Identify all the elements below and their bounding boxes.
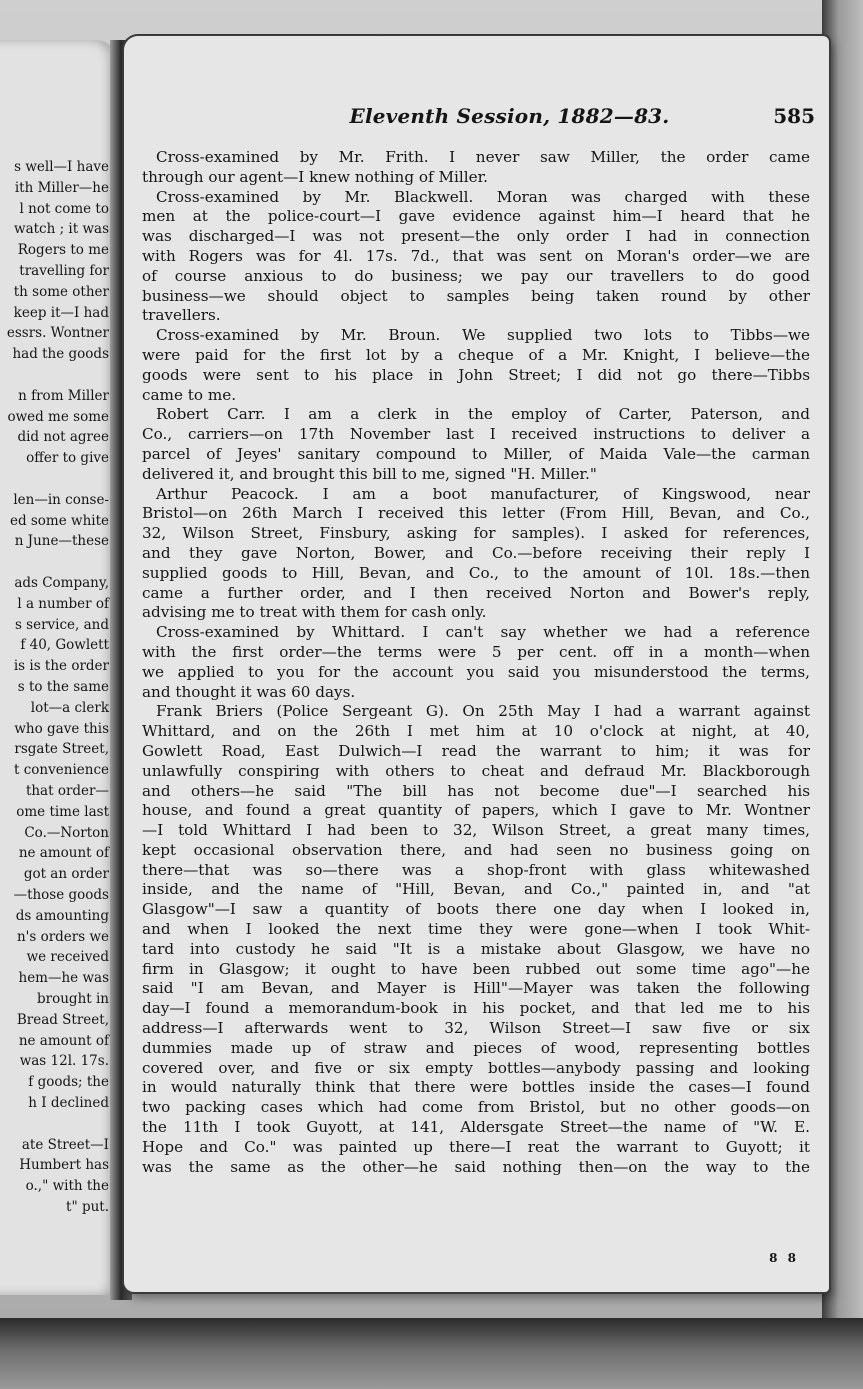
- body-line: tard into custody he said "It is a mistake about Glasgow, we have no: [142, 939, 810, 958]
- left-page-line: rsgate Street,: [14, 741, 109, 758]
- body-line: in would naturally think that there were bottles inside the cases—I found: [142, 1078, 810, 1097]
- left-page-line: who gave this: [14, 720, 109, 737]
- body-line: goods were sent to his place in John Street; I did not go there—Tibbs: [142, 365, 810, 384]
- left-page-line: was 12l. 17s.: [19, 1053, 109, 1070]
- left-page-line: t" put.: [66, 1199, 109, 1215]
- left-page-line: had the goods: [12, 346, 109, 363]
- body-line: through our agent—I knew nothing of Miller.: [142, 167, 488, 186]
- body-line: and others—he said "The bill has not become due"—I searched his: [142, 781, 810, 800]
- left-page-line: ne amount of: [18, 1032, 109, 1049]
- left-page-line: h I declined: [28, 1095, 109, 1111]
- right-page: [124, 36, 829, 1292]
- body-line: and when I looked the next time they were gone—when I took Whit-: [142, 920, 810, 939]
- signature-mark: 8 8: [769, 1251, 799, 1265]
- running-title: Eleventh Session, 1882—83.: [349, 104, 670, 128]
- left-page-line: got an order: [23, 866, 109, 883]
- left-page-line: n's orders we: [16, 928, 109, 945]
- left-page-line: s to the same: [17, 679, 109, 695]
- left-page-line: Humbert has: [19, 1157, 109, 1174]
- body-line: and thought it was 60 days.: [142, 682, 356, 701]
- body-line: Cross-examined by Mr. Blackwell. Moran was charged with these: [156, 187, 810, 206]
- body-line: came a further order, and I then received Norton and Bower's reply,: [142, 583, 810, 602]
- body-line: of course anxious to do business; we pay our travellers to do good: [142, 266, 810, 285]
- body-line: Bristol—on 26th March I received this letter (From Hill, Bevan, and Co.,: [142, 504, 810, 523]
- body-line: Cross-examined by Whittard. I can't say whether we had a reference: [156, 623, 810, 642]
- body-line: business—we should object to samples being taken round by other: [142, 286, 810, 305]
- left-page-line: s well—I have: [14, 159, 109, 175]
- left-page-line: hem—he was: [18, 970, 109, 987]
- body-line: came to me.: [142, 385, 237, 404]
- body-line: inside, and the name of "Hill, Bevan, and Co.," painted in, and "at: [142, 880, 810, 899]
- left-page-line: owed me some: [7, 408, 109, 425]
- body-line: said "I am Bevan, and Mayer is Hill"—Mayer was taken the following: [142, 979, 810, 998]
- left-page-line: ome time last: [16, 803, 109, 820]
- left-page-line: len—in conse-: [13, 491, 109, 508]
- body-line: Hope and Co." was painted up there—I reat the warrant to Guyott; it: [142, 1137, 810, 1156]
- left-page-line: offer to give: [26, 450, 109, 467]
- page-number: 585: [773, 104, 815, 128]
- body-line: Co., carriers—on 17th November last I received instructions to deliver a: [142, 425, 810, 444]
- body-line: with Rogers was for 4l. 17s. 7d., that was sent on Moran's order—we are: [142, 246, 810, 265]
- left-page-line: Rogers to me: [17, 242, 109, 259]
- body-line: Gowlett Road, East Dulwich—I read the warrant to him; it was for: [142, 741, 810, 760]
- body-line: day—I found a memorandum-book in his pocket, and that led me to his: [142, 999, 810, 1018]
- body-line: men at the police-court—I gave evidence against him—I heard that he: [142, 207, 810, 226]
- left-page-line: n June—these: [14, 533, 109, 550]
- body-text: [142, 148, 810, 1177]
- left-page-line: keep it—I had: [13, 304, 109, 321]
- body-line: Robert Carr. I am a clerk in the employ of Carter, Paterson, and: [156, 405, 810, 424]
- left-page-line: l not come to: [19, 200, 109, 217]
- body-line: we applied to you for the account you said you misunderstood the terms,: [142, 662, 810, 681]
- body-line: unlawfully conspiring with others to cheat and defraud Mr. Blackborough: [142, 761, 810, 780]
- body-line: delivered it, and brought this bill to me, signed "H. Miller.": [142, 464, 597, 483]
- body-line: and they gave Norton, Bower, and Co.—before receiving their reply I: [142, 543, 810, 562]
- book-edge-bottom: [0, 1318, 863, 1389]
- left-page-line: watch ; it was: [14, 221, 109, 238]
- body-line: —I told Whittard I had been to 32, Wilson Street, a great many times,: [142, 821, 810, 840]
- left-page-line: s service, and: [14, 616, 109, 633]
- left-page-line: that order—: [25, 783, 109, 799]
- left-page-line: f goods; the: [28, 1074, 109, 1091]
- body-line: 32, Wilson Street, Finsbury, asking for samples). I asked for references,: [142, 524, 810, 543]
- left-page-line: l a number of: [17, 595, 109, 612]
- body-line: Cross-examined by Mr. Frith. I never saw Miller, the order came: [156, 148, 810, 166]
- left-page-line: th some other: [13, 283, 109, 300]
- left-page-line: ds amounting: [15, 907, 109, 924]
- body-line: Cross-examined by Mr. Broun. We supplied two lots to Tibbs—we: [156, 326, 810, 345]
- body-line: with the first order—the terms were 5 per cent. off in a month—when: [142, 642, 810, 661]
- left-page-line: ads Company,: [14, 575, 109, 591]
- body-line: there—that was so—there was a shop-front with glass whitewashed: [142, 860, 810, 879]
- left-page-line: Co.—Norton: [24, 824, 109, 841]
- left-page-line: n from Miller: [18, 387, 109, 404]
- left-page-line: travelling for: [19, 263, 109, 279]
- left-page-line: f 40, Gowlett: [20, 637, 109, 654]
- body-line: two packing cases which had come from Bristol, but no other goods—on: [142, 1098, 810, 1117]
- page-header: [134, 104, 815, 132]
- body-line: travellers.: [142, 306, 221, 325]
- body-line: Glasgow"—I saw a quantity of boots there one day when I looked in,: [142, 900, 810, 919]
- body-line: kept occasional observation there, and had seen no business going on: [142, 840, 810, 859]
- left-page-line: did not agree: [17, 429, 109, 446]
- body-line: were paid for the first lot by a cheque of a Mr. Knight, I believe—the: [142, 345, 810, 364]
- left-page-line: Bread Street,: [16, 1011, 109, 1028]
- left-page-line: is is the order: [13, 658, 109, 675]
- left-page-line: ed some white: [9, 512, 109, 529]
- left-page-line: ith Miller—he: [14, 179, 109, 196]
- body-line: Frank Briers (Police Sergeant G). On 25th May I had a warrant against: [156, 702, 810, 721]
- body-line: Arthur Peacock. I am a boot manufacturer, of Kingswood, near: [156, 484, 810, 503]
- left-page-line: t convenience: [14, 762, 109, 779]
- left-page-line: —those goods: [13, 887, 109, 903]
- body-line: was the same as the other—he said nothing then—on the way to the: [142, 1157, 810, 1176]
- body-line: covered over, and five or six empty bottles—anybody passing and looking: [142, 1058, 810, 1077]
- body-line: address—I afterwards went to 32, Wilson Street—I saw five or six: [142, 1019, 810, 1038]
- body-line: was discharged—I was not present—the only order I had in connection: [142, 227, 810, 246]
- body-line: dummies made up of straw and pieces of wood, representing bottles: [142, 1038, 810, 1057]
- body-line: Whittard, and on the 26th I met him at 10 o'clock at night, at 40,: [142, 722, 810, 741]
- left-page-line: lot—a clerk: [30, 699, 109, 716]
- body-line: house, and found a great quantity of papers, which I gave to Mr. Wontner: [142, 801, 810, 820]
- body-line: firm in Glasgow; it ought to have been rubbed out some time ago"—he: [142, 959, 810, 978]
- left-page-line: o.," with the: [25, 1178, 109, 1195]
- left-page-line: brought in: [37, 991, 109, 1007]
- body-line: advising me to treat with them for cash only.: [142, 603, 487, 622]
- left-page: [0, 40, 115, 1295]
- body-line: supplied goods to Hill, Bevan, and Co., to the amount of 10l. 18s.—then: [142, 563, 810, 582]
- left-page-line: we received: [26, 949, 109, 966]
- body-line: parcel of Jeyes' sanitary compound to Miller, of Maida Vale—the carman: [142, 444, 810, 463]
- left-page-line: ne amount of: [18, 845, 109, 862]
- left-page-line: ate Street—I: [21, 1136, 109, 1153]
- body-line: the 11th I took Guyott, at 141, Aldersgate Street—the name of "W. E.: [142, 1118, 810, 1137]
- left-page-line: essrs. Wontner: [6, 325, 109, 342]
